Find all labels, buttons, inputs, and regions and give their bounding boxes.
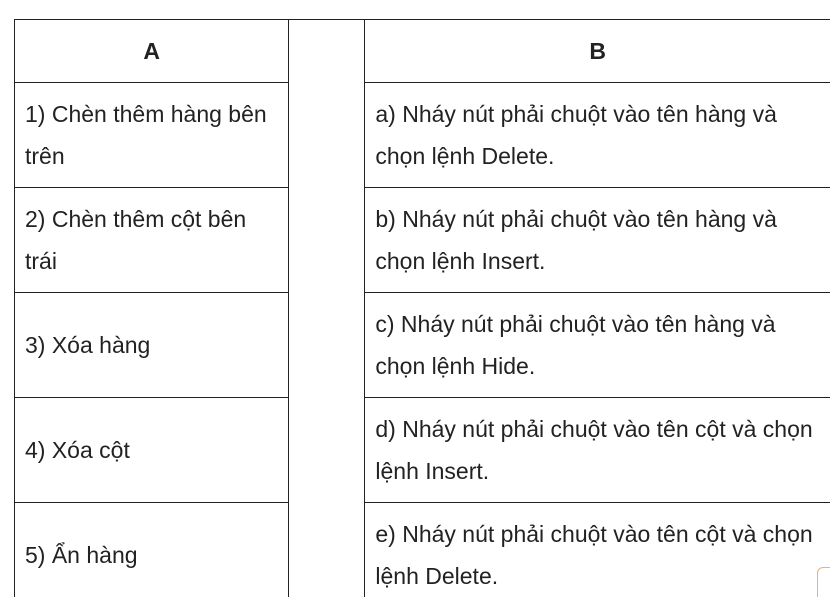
table-row [15, 83, 830, 188]
column-gap [289, 293, 365, 398]
item-b-cell: e) Nháy nút phải chuột vào tên cột và chọn lệnh Delete. [365, 503, 830, 597]
column-gap [289, 188, 365, 293]
item-b-cell: a) Nháy nút phải chuột vào tên hàng và chọn lệnh Delete. [365, 83, 830, 188]
item-a-cell: 4) Xóa cột [15, 398, 289, 503]
item-b-cell: d) Nháy nút phải chuột vào tên cột và chọn lệnh Insert. [365, 398, 830, 503]
corner-widget-edge [817, 567, 830, 597]
item-a-cell: 3) Xóa hàng [15, 293, 289, 398]
table-row [15, 188, 830, 293]
header-row [15, 20, 830, 83]
item-b-cell: b) Nháy nút phải chuột vào tên hàng và chọn lệnh Insert. [365, 188, 830, 293]
item-a-cell: 5) Ẩn hàng [15, 503, 289, 597]
column-gap [289, 503, 365, 597]
item-a-cell: 2) Chèn thêm cột bên trái [15, 188, 289, 293]
table-row [15, 503, 830, 597]
matching-table [14, 19, 830, 597]
column-gap [289, 83, 365, 188]
item-a-cell: 1) Chèn thêm hàng bên trên [15, 83, 289, 188]
column-gap [289, 20, 365, 83]
column-a-header: A [15, 20, 289, 83]
table-row [15, 293, 830, 398]
table-row [15, 398, 830, 503]
item-b-cell: c) Nháy nút phải chuột vào tên hàng và chọn lệnh Hide. [365, 293, 830, 398]
column-gap [289, 398, 365, 503]
column-b-header: B [365, 20, 830, 83]
